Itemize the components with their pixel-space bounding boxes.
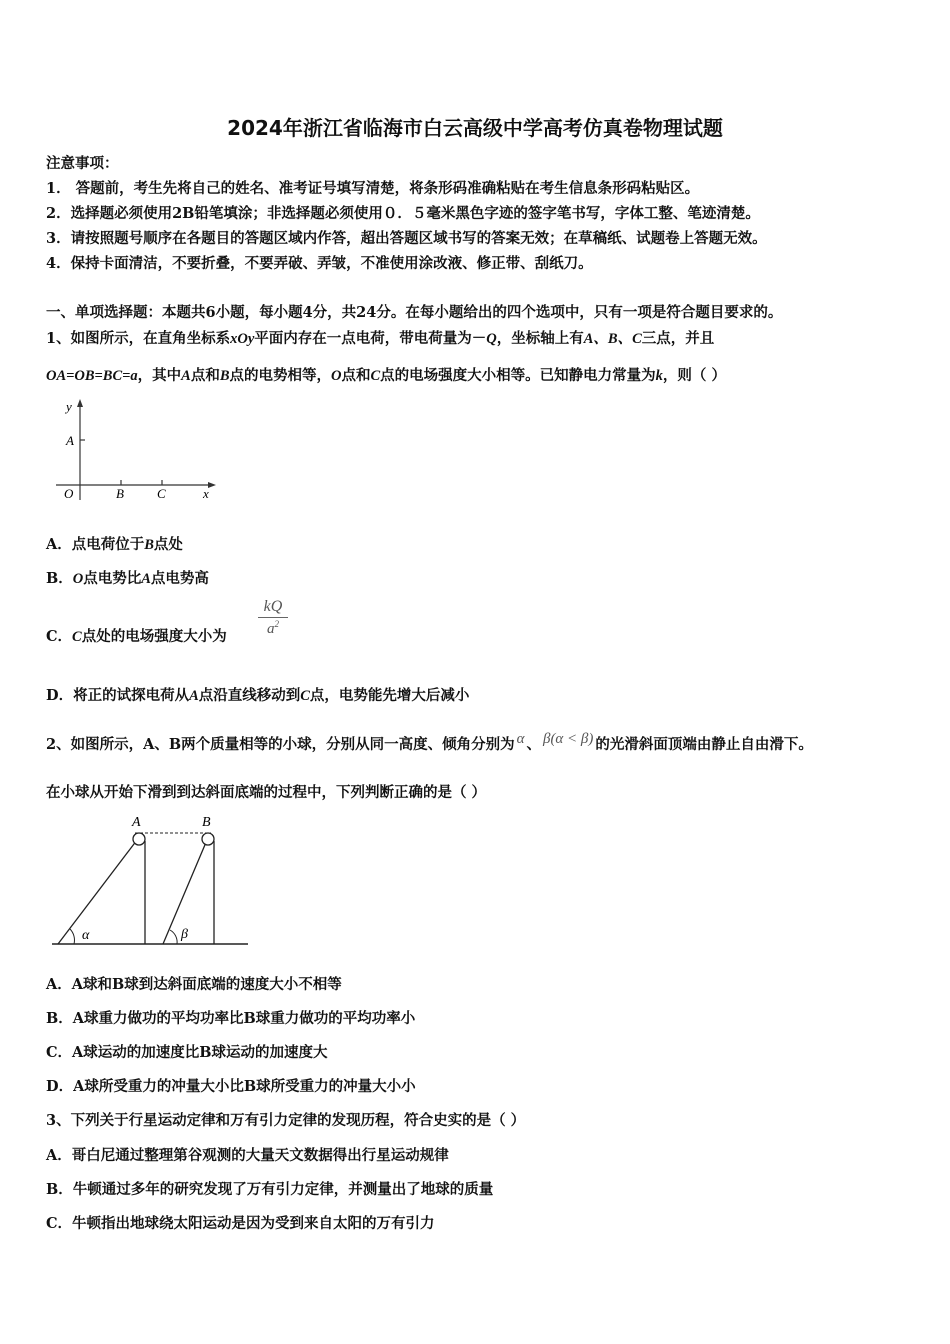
q1-option-c: C．C点处的电场强度大小为 (46, 628, 227, 645)
q3-option-c: C．牛顿指出地球绕太阳运动是因为受到来自太阳的万有引力 (46, 1215, 435, 1232)
q2-option-a: A．A球和B球到达斜面底端的速度大小不相等 (46, 976, 342, 993)
q2-fig-label-beta: β (181, 927, 188, 942)
notice-heading: 注意事项： (46, 155, 119, 172)
q1-option-b: B．O点电势比A点电势高 (46, 570, 209, 587)
beta-condition: β(α < β) (542, 731, 594, 747)
q1-fig-label-A: A (66, 433, 74, 448)
q1-fig-label-x: x (203, 486, 209, 501)
notice-item-2: 2．选择题必须使用2B铅笔填涂；非选择题必须使用０．５毫米黑色字迹的签字笔书写，字体工整、笔迹清楚。 (46, 205, 760, 222)
notice-item-1: 1． 答题前，考生先将自己的姓名、准考证号填写清楚，将条形码准确粘贴在考生信息条形码粘贴区。 (46, 180, 700, 197)
q1-fig-label-C: C (157, 486, 166, 501)
q2-fig-label-B: B (202, 815, 211, 830)
fraction-denominator: a (267, 621, 275, 637)
q3-option-a: A．哥白尼通过整理第谷观测的大量天文数据得出行星运动规律 (46, 1147, 449, 1164)
q1-stem-line2: OA=OB=BC=a，其中A点和B点的电势相等，O点和C点的电场强度大小相等。已知静电力常量为k，则（ ） (46, 367, 726, 384)
q1-fig-label-y: y (66, 399, 72, 414)
q2-stem-line2: 在小球从开始下滑到到达斜面底端的过程中，下列判断正确的是（ ） (46, 784, 487, 801)
notice-item-4: 4．保持卡面清洁，不要折叠，不要弄破、弄皱，不准使用涂改液、修正带、刮纸刀。 (46, 255, 593, 272)
q1-option-a: A．点电荷位于B点处 (46, 536, 183, 553)
fraction-numerator: kQ (258, 598, 288, 618)
q2-fig-label-A: A (132, 815, 141, 830)
q3-stem: 3、下列关于行星运动定律和万有引力定律的发现历程，符合史实的是（ ） (46, 1112, 526, 1129)
q2-option-c: C．A球运动的加速度比B球运动的加速度大 (46, 1044, 328, 1061)
q2-inclines-figure (48, 812, 253, 952)
q2-stem-line1: 2、如图所示，A、B两个质量相等的小球，分别从同一高度、倾角分别为 $^\alpha$ 、 $^{\beta(\alpha < \beta)}$ 的光滑斜面顶端由静止自由滑下。 (46, 731, 813, 753)
notice-item-3: 3．请按照题号顺序在各题目的答题区域内作答，超出答题区域书写的答案无效；在草稿纸、试题卷上答题无效。 (46, 230, 767, 247)
q1-fig-label-B: B (116, 486, 124, 501)
q3-option-b: B．牛顿通过多年的研究发现了万有引力定律，并测量出了地球的质量 (46, 1181, 494, 1198)
q1-stem-line1: 1、如图所示，在直角坐标系xOy平面内存在一点电荷，带电荷量为－Q，坐标轴上有A、B、C三点，并且 (46, 330, 715, 347)
q2-option-d: D．A球所受重力的冲量大小比B球所受重力的冲量大小小 (46, 1078, 416, 1095)
q1-fig-label-O: O (64, 486, 74, 501)
q1-coordinate-figure (48, 395, 223, 505)
q1-option-c-fraction: kQ $a^2$ (258, 598, 288, 638)
section-heading: 一、单项选择题：本题共6小题，每小题4分，共24分。在每小题给出的四个选项中，只有一项是符合题目要求的。 (46, 304, 783, 321)
q2-fig-label-alpha: α (82, 928, 90, 943)
q1-option-d: D．将正的试探电荷从A点沿直线移动到C点，电势能先增大后减小 (46, 687, 470, 704)
page-title: 2024年浙江省临海市白云高级中学高考仿真卷物理试题 (227, 116, 723, 140)
alpha-symbol: α (516, 731, 525, 747)
q2-option-b: B．A球重力做功的平均功率比B球重力做功的平均功率小 (46, 1010, 416, 1027)
